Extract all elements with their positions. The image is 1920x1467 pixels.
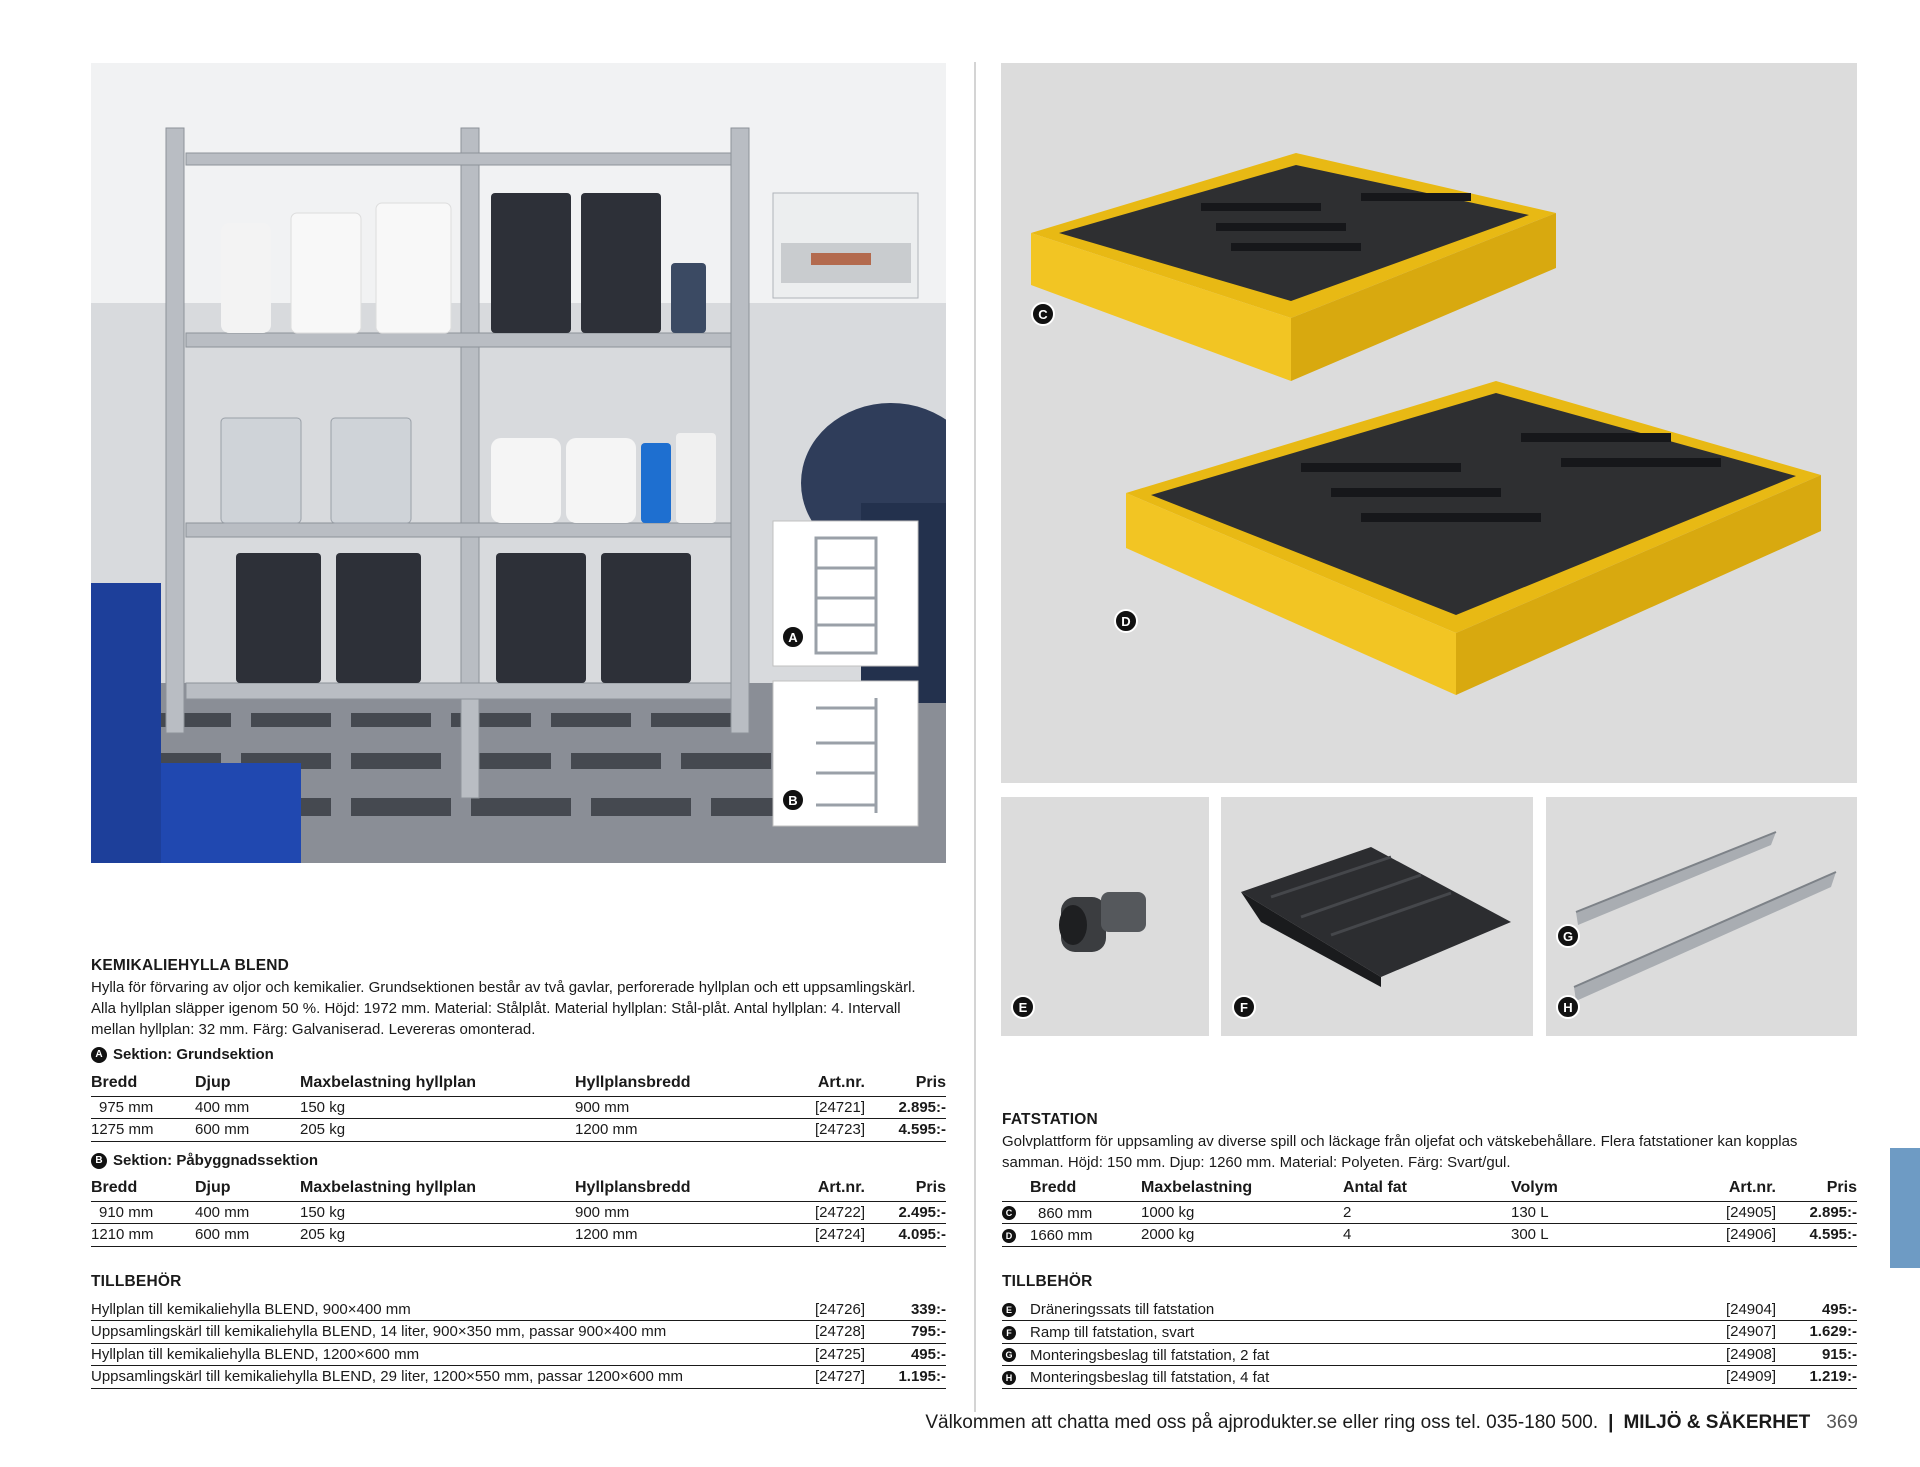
col-pris: Pris <box>1776 1177 1857 1201</box>
accessory-name: Monteringsbeslag till fatstation, 4 fat <box>1030 1369 1270 1386</box>
accessory-price: 1.195:- <box>865 1366 946 1389</box>
cell: 205 kg <box>300 1224 575 1247</box>
col-artnr: Art.nr. <box>1651 1177 1776 1201</box>
accessory-artnr: [24907] <box>1651 1321 1776 1344</box>
table-row <box>91 1201 946 1224</box>
table-row <box>91 1119 946 1142</box>
price-cell: 2.895:- <box>1776 1201 1857 1224</box>
cell: 910 mm <box>91 1201 195 1224</box>
cell: [24722] <box>765 1201 865 1224</box>
accessory-price: 1.629:- <box>1776 1321 1857 1344</box>
accessory-name: Monteringsbeslag till fatstation, 2 fat <box>1030 1346 1270 1364</box>
accessory-price: 495:- <box>865 1343 946 1366</box>
section-a-table <box>91 1072 946 1142</box>
col-pris: Pris <box>865 1177 946 1201</box>
section-color-tab <box>1890 1148 1920 1268</box>
marker-e: E <box>1002 1303 1016 1317</box>
cell: 130 L <box>1511 1201 1651 1224</box>
accessory-name: Ramp till fatstation, svart <box>1030 1324 1195 1341</box>
footer-separator: | <box>1608 1412 1614 1433</box>
fatstation-title: FATSTATION <box>1002 1111 1098 1128</box>
accessory-name: Hyllplan till kemikaliehylla BLEND, 900×400 mm <box>91 1298 765 1321</box>
col-hyllplansbredd: Hyllplansbredd <box>575 1177 765 1201</box>
marker-d: D <box>1002 1229 1016 1243</box>
table-row <box>91 1321 946 1344</box>
section-b-label: Sektion: Påbyggnadssektion <box>113 1152 319 1169</box>
table-row <box>1002 1201 1857 1224</box>
table-row <box>1002 1224 1857 1247</box>
page-footer <box>925 1412 1858 1434</box>
cell: 400 mm <box>195 1201 300 1224</box>
col-bredd: Bredd <box>91 1072 195 1096</box>
cell: 900 mm <box>575 1201 765 1224</box>
table-row <box>1002 1366 1857 1389</box>
accessory-price: 495:- <box>1776 1298 1857 1321</box>
col-djup: Djup <box>195 1177 300 1201</box>
accessory-artnr: [24904] <box>1651 1298 1776 1321</box>
accessory-price: 795:- <box>865 1321 946 1344</box>
col-hyllplansbredd: Hyllplansbredd <box>575 1072 765 1096</box>
kemikaliehylla-description: Hylla för förvaring av oljor och kemikalier. Grundsektionen består av två gavlar, perforerade hyllplan och ett uppsamlingskärl. Alla hyllplan släpper igenom 50 %. Höjd: 1972 mm. Material: Stålplåt. Material hyllplan: Stål-plåt. Antal hyllplan: 4. Intervall mellan hyllplan: 32 mm. Färg: Galvaniserad. Levereras omonterad. <box>91 979 916 1038</box>
cell: 300 L <box>1511 1224 1651 1247</box>
bredd-value: 860 mm <box>1038 1204 1093 1222</box>
marker-g: G <box>1002 1348 1016 1362</box>
drain-kit-photo <box>1001 797 1209 1036</box>
section-b-table <box>91 1177 946 1247</box>
left-accessories-table <box>91 1298 946 1389</box>
cell: [24721] <box>765 1096 865 1119</box>
cell: [24906] <box>1651 1224 1776 1247</box>
cell: 1275 mm <box>91 1119 195 1142</box>
cell: 150 kg <box>300 1201 575 1224</box>
section-a-title <box>91 1046 274 1063</box>
shelving-photo <box>91 63 946 863</box>
right-accessories-table <box>1002 1298 1857 1389</box>
fatstation-table <box>1002 1177 1857 1247</box>
price-cell: 2.895:- <box>865 1096 946 1119</box>
fatstation-description: Golvplattform för uppsamling av diverse spill och läckage från oljefat och vätskebehållare. Flera fatstationer kan kopplas samman. Höjd: 150 mm. Djup: 1260 mm. Material: Polyeten. Färg: Svart/gul. <box>1002 1133 1798 1171</box>
cell: [24905] <box>1651 1201 1776 1224</box>
price-cell: 4.595:- <box>1776 1224 1857 1247</box>
badge-b: B <box>781 788 805 812</box>
cell <box>1002 1298 1651 1321</box>
accessory-price: 915:- <box>1776 1343 1857 1366</box>
col-artnr: Art.nr. <box>765 1177 865 1201</box>
page-number: 369 <box>1826 1412 1858 1433</box>
kemikaliehylla-title: KEMIKALIEHYLLA BLEND <box>91 957 290 974</box>
cell: 150 kg <box>300 1096 575 1119</box>
badge-c: C <box>1031 302 1055 326</box>
cell: [24723] <box>765 1119 865 1142</box>
accessory-artnr: [24908] <box>1651 1343 1776 1366</box>
col-antal-fat: Antal fat <box>1343 1177 1511 1201</box>
table-row <box>91 1366 946 1389</box>
accessory-artnr: [24728] <box>765 1321 865 1344</box>
col-bredd: Bredd <box>1002 1177 1141 1201</box>
col-maxbelastning: Maxbelastning hyllplan <box>300 1177 575 1201</box>
mounting-brackets-photo <box>1546 797 1857 1036</box>
accessory-name: Uppsamlingskärl till kemikaliehylla BLEND, 14 liter, 900×350 mm, passar 900×400 mm <box>91 1321 765 1344</box>
table-row <box>1002 1343 1857 1366</box>
col-djup: Djup <box>195 1072 300 1096</box>
accessory-price: 1.219:- <box>1776 1366 1857 1389</box>
accessory-artnr: [24727] <box>765 1366 865 1389</box>
marker-f: F <box>1002 1326 1016 1340</box>
cell: 975 mm <box>91 1096 195 1119</box>
cell: 1000 kg <box>1141 1201 1343 1224</box>
badge-e: E <box>1011 995 1035 1019</box>
cell: 900 mm <box>575 1096 765 1119</box>
badge-f: F <box>1232 995 1256 1019</box>
accessory-name: Dräneringssats till fatstation <box>1030 1301 1215 1319</box>
col-volym: Volym <box>1511 1177 1651 1201</box>
ramp-photo <box>1221 797 1533 1036</box>
cell: 2 <box>1343 1201 1511 1224</box>
cell: 2000 kg <box>1141 1224 1343 1247</box>
accessory-name: Hyllplan till kemikaliehylla BLEND, 1200×600 mm <box>91 1343 765 1366</box>
table-header <box>91 1177 946 1201</box>
col-pris: Pris <box>865 1072 946 1096</box>
table-row <box>91 1224 946 1247</box>
col-bredd: Bredd <box>91 1177 195 1201</box>
cell <box>1002 1321 1651 1344</box>
cell: [24724] <box>765 1224 865 1247</box>
table-row <box>1002 1298 1857 1321</box>
footer-contact-text: Välkommen att chatta med oss på ajprodukter.se eller ring oss tel. 035-180 500. <box>925 1412 1599 1433</box>
table-header <box>91 1072 946 1096</box>
accessory-artnr: [24909] <box>1651 1366 1776 1389</box>
table-row <box>1002 1321 1857 1344</box>
col-artnr: Art.nr. <box>765 1072 865 1096</box>
bredd-value: 1660 mm <box>1030 1227 1093 1244</box>
price-cell: 4.095:- <box>865 1224 946 1247</box>
accessory-artnr: [24726] <box>765 1298 865 1321</box>
table-row <box>91 1096 946 1119</box>
col-maxbelastning: Maxbelastning hyllplan <box>300 1072 575 1096</box>
col-maxbelastning: Maxbelastning <box>1141 1177 1343 1201</box>
right-accessories-title: TILLBEHÖR <box>1002 1273 1093 1290</box>
cell: 1200 mm <box>575 1119 765 1142</box>
price-cell: 4.595:- <box>865 1119 946 1142</box>
badge-h: H <box>1556 995 1580 1019</box>
cell: 600 mm <box>195 1119 300 1142</box>
table-row <box>91 1343 946 1366</box>
cell: 205 kg <box>300 1119 575 1142</box>
badge-d: D <box>1114 609 1138 633</box>
marker-b: B <box>91 1153 107 1169</box>
accessory-artnr: [24725] <box>765 1343 865 1366</box>
badge-g: G <box>1556 924 1580 948</box>
cell: 400 mm <box>195 1096 300 1119</box>
column-divider <box>974 62 976 1412</box>
cell: 1200 mm <box>575 1224 765 1247</box>
table-row <box>91 1298 946 1321</box>
cell <box>1002 1366 1651 1389</box>
marker-h: H <box>1002 1371 1016 1385</box>
fatstation-photo <box>1001 63 1857 783</box>
cell <box>1002 1224 1141 1247</box>
cell: 600 mm <box>195 1224 300 1247</box>
accessory-price: 339:- <box>865 1298 946 1321</box>
cell <box>1002 1343 1651 1366</box>
section-a-label: Sektion: Grundsektion <box>113 1046 274 1063</box>
section-b-title <box>91 1152 318 1169</box>
accessory-name: Uppsamlingskärl till kemikaliehylla BLEND, 29 liter, 1200×550 mm, passar 1200×600 mm <box>91 1366 765 1389</box>
cell: 1210 mm <box>91 1224 195 1247</box>
marker-a: A <box>91 1047 107 1063</box>
price-cell: 2.495:- <box>865 1201 946 1224</box>
cell: 4 <box>1343 1224 1511 1247</box>
marker-c: C <box>1002 1206 1016 1220</box>
cell <box>1002 1201 1141 1224</box>
left-accessories-title: TILLBEHÖR <box>91 1273 182 1290</box>
badge-a: A <box>781 625 805 649</box>
table-header <box>1002 1177 1857 1201</box>
footer-category: MILJÖ & SÄKERHET <box>1623 1412 1811 1433</box>
